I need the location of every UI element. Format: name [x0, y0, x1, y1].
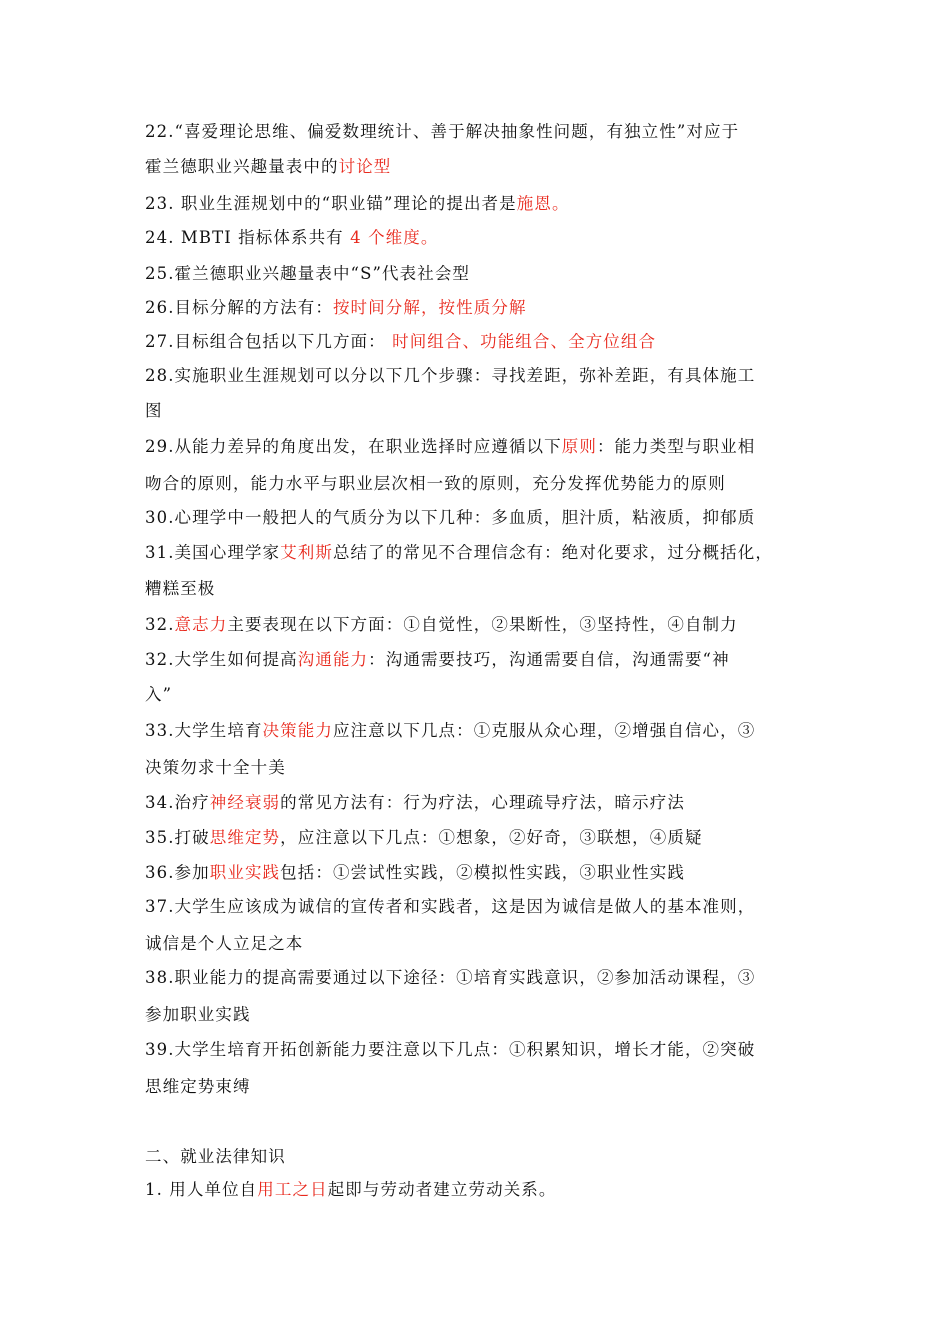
item-line — [145, 118, 739, 142]
text-segment: 24. MBTI 指标体系共有 — [145, 228, 351, 247]
text-segment: 起即与劳动者建立劳动关系。 — [327, 1180, 557, 1199]
text-segment: 参加职业实践 — [145, 1005, 251, 1024]
item-line — [145, 646, 730, 670]
item-line — [145, 1036, 755, 1060]
text-segment: 35.打破 — [145, 828, 210, 847]
text-segment: 36.参加 — [145, 863, 210, 882]
item-line — [145, 362, 755, 386]
item-line — [145, 575, 215, 599]
text-segment: 39.大学生培育开拓创新能力要注意以下几点：①积累知识，增长才能，②突破 — [145, 1040, 756, 1059]
text-segment: 25.霍兰德职业兴趣量表中“S”代表社会型 — [145, 264, 471, 283]
text-segment: 决策勿求十全十美 — [145, 758, 286, 777]
text-segment: 33.大学生培育 — [145, 721, 263, 740]
item-line — [145, 433, 755, 457]
item-line — [145, 930, 303, 954]
item-line — [145, 611, 738, 635]
highlight-text: 神经衰弱 — [209, 793, 281, 812]
item-line — [145, 717, 755, 741]
text-segment: 包括：①尝试性实践，②模拟性实践，③职业性实践 — [280, 863, 685, 882]
item-line — [145, 754, 286, 778]
highlight-text: 按时间分解，按性质分解 — [332, 298, 527, 317]
text-segment: 总结了的常见不合理信念有：绝对化要求，过分概括化， — [332, 543, 773, 562]
item-line — [145, 504, 755, 528]
text-segment: 34.治疗 — [145, 793, 210, 812]
highlight-text: 4 个维度。 — [350, 228, 439, 247]
highlight-text: 用工之日 — [257, 1180, 328, 1199]
text-segment: 31.美国心理学家 — [145, 543, 281, 562]
highlight-text: 决策能力 — [262, 721, 333, 740]
text-segment: ，应注意以下几点：①想象，②好奇，③联想，④质疑 — [280, 828, 703, 847]
text-segment: 诚信是个人立足之本 — [145, 934, 304, 953]
section-heading — [145, 1143, 286, 1167]
text-segment: 27.目标组合包括以下几方面： — [145, 332, 393, 351]
item-line — [145, 859, 685, 883]
item-line — [145, 964, 755, 988]
item-line — [145, 328, 656, 352]
text-segment: ：沟通需要技巧，沟通需要自信，沟通需要“神 — [368, 650, 730, 669]
item-line — [145, 1073, 251, 1097]
text-segment: ：能力类型与职业相 — [596, 437, 756, 456]
item-line — [145, 681, 172, 705]
highlight-text: 艾利斯 — [280, 543, 333, 562]
item-line — [145, 1001, 251, 1025]
text-segment: 思维定势束缚 — [145, 1077, 251, 1096]
text-segment: 22.“喜爱理论思维、偏爱数理统计、善于解决抽象性问题，有独立性”对应于 — [145, 122, 740, 141]
text-segment: 29.从能力差异的角度出发，在职业选择时应遵循以下 — [145, 437, 562, 456]
item-line — [145, 470, 726, 494]
text-segment: 23. 职业生涯规划中的“职业锚”理论的提出者是 — [145, 194, 517, 213]
text-segment: 32. — [145, 615, 175, 634]
text-segment: 糟糕至极 — [145, 579, 216, 598]
item-line — [145, 294, 527, 318]
item-line — [145, 260, 470, 284]
highlight-text: 时间组合、功能组合、全方位组合 — [392, 332, 657, 351]
item-line — [145, 824, 703, 848]
highlight-text: 讨论型 — [338, 157, 392, 176]
text-segment: 32.大学生如何提高 — [145, 650, 298, 669]
highlight-text: 意志力 — [174, 615, 228, 634]
item-line — [145, 190, 570, 214]
item-line — [145, 397, 163, 421]
highlight-text: 职业实践 — [209, 863, 281, 882]
item-line — [145, 893, 755, 917]
item-line — [145, 153, 391, 177]
item-line — [145, 224, 438, 248]
text-segment: 的常见方法有：行为疗法，心理疏导疗法，暗示疗法 — [280, 793, 685, 812]
text-segment: 30.心理学中一般把人的气质分为以下几种：多血质，胆汁质，粘液质，抑郁质 — [145, 508, 756, 527]
text-segment: 37.大学生应该成为诚信的宣传者和实践者，这是因为诚信是做人的基本准则， — [145, 897, 756, 916]
item-line — [145, 1176, 557, 1200]
text-segment: 应注意以下几点：①克服从众心理，②增强自信心，③ — [332, 721, 756, 740]
text-segment: 图 — [145, 401, 163, 420]
text-segment: 主要表现在以下方面：①自觉性，②果断性，③坚持性，④自制力 — [227, 615, 738, 634]
highlight-text: 沟通能力 — [297, 650, 369, 669]
highlight-text: 原则 — [561, 437, 597, 456]
item-line — [145, 539, 773, 563]
highlight-text: 思维定势 — [209, 828, 281, 847]
text-segment: 入” — [145, 685, 173, 704]
text-segment: 二、就业法律知识 — [145, 1147, 286, 1166]
item-line — [145, 789, 685, 813]
text-segment: 28.实施职业生涯规划可以分以下几个步骤：寻找差距，弥补差距，有具体施工 — [145, 366, 756, 385]
text-segment: 吻合的原则，能力水平与职业层次相一致的原则，充分发挥优势能力的原则 — [145, 474, 726, 493]
text-segment: 38.职业能力的提高需要通过以下途径：①培育实践意识，②参加活动课程，③ — [145, 968, 756, 987]
text-segment: 26.目标分解的方法有： — [145, 298, 333, 317]
text-segment: 霍兰德职业兴趣量表中的 — [145, 157, 339, 176]
text-segment: 1. 用人单位自 — [145, 1180, 258, 1199]
highlight-text: 施恩。 — [516, 194, 570, 213]
